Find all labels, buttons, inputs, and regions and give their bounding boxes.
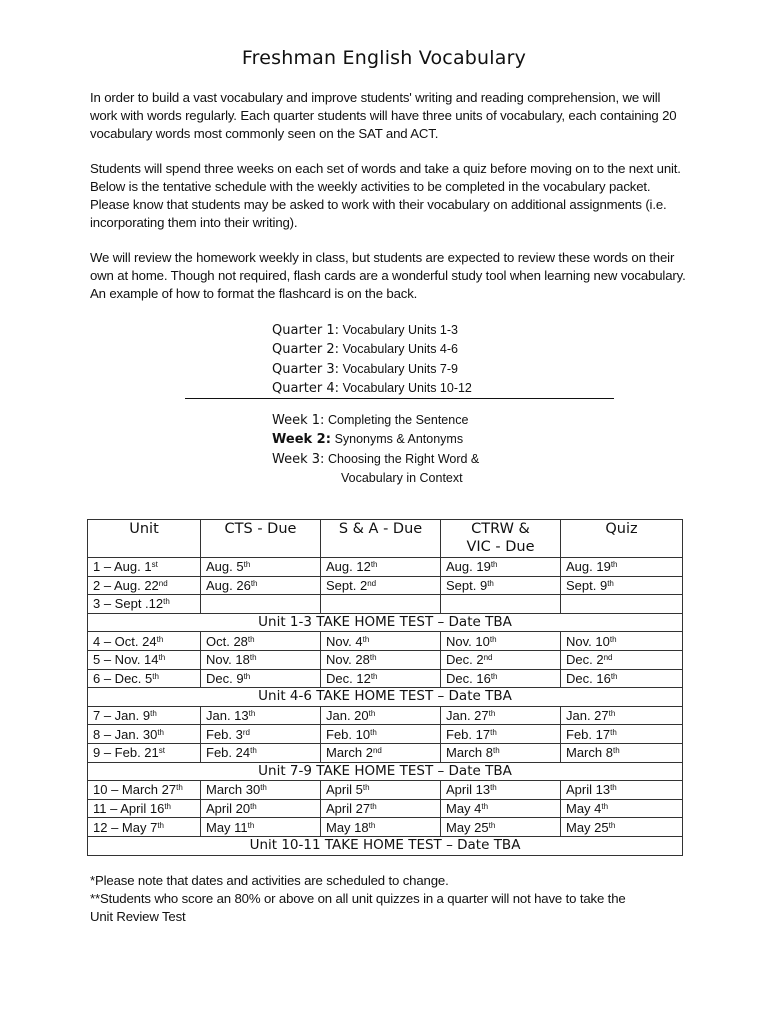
cell-text: Aug. 19 bbox=[566, 559, 611, 575]
test-cell: Unit 4-6 TAKE HOME TEST – Date TBA bbox=[88, 688, 683, 707]
cell-text: May 11 bbox=[206, 819, 248, 835]
cell-text: 4 – Oct. 24 bbox=[93, 633, 157, 649]
schedule-body bbox=[88, 558, 683, 856]
table-row bbox=[88, 799, 683, 818]
cell-text: Jan. 27 bbox=[446, 708, 489, 724]
weeks-list bbox=[272, 411, 479, 487]
table-cell bbox=[321, 632, 441, 651]
test-cell: Unit 1-3 TAKE HOME TEST – Date TBA bbox=[88, 613, 683, 632]
table-cell bbox=[201, 595, 321, 614]
table-row bbox=[88, 595, 683, 614]
test-row bbox=[88, 613, 683, 632]
header-unit: Unit bbox=[88, 520, 201, 558]
ordinal-suffix: nd bbox=[158, 578, 168, 588]
table-row bbox=[88, 743, 683, 762]
ordinal-suffix: th bbox=[488, 820, 496, 830]
cell-text: Feb. 17 bbox=[566, 726, 611, 742]
ordinal-suffix: th bbox=[488, 709, 496, 719]
ordinal-suffix: th bbox=[158, 653, 166, 663]
ordinal-suffix: th bbox=[370, 560, 378, 570]
table-cell bbox=[441, 781, 561, 800]
cell-text: 3 – Sept .12 bbox=[93, 596, 164, 612]
cell-text: Jan. 13 bbox=[206, 708, 249, 724]
footnotes bbox=[90, 872, 626, 926]
cell-text: 1 – Aug. 1 bbox=[93, 559, 152, 575]
table-cell bbox=[88, 558, 201, 577]
table-cell bbox=[561, 725, 683, 744]
ordinal-suffix: th bbox=[490, 727, 497, 737]
ordinal-suffix: nd bbox=[367, 578, 377, 588]
ordinal-suffix: th bbox=[368, 709, 376, 719]
week-item: Week 3: Choosing the Right Word & bbox=[272, 451, 480, 467]
ordinal-suffix: th bbox=[487, 578, 494, 588]
cell-text: March 8 bbox=[446, 745, 493, 761]
cell-text: April 5 bbox=[326, 782, 363, 798]
cell-text: Feb. 10 bbox=[326, 726, 371, 742]
quarter-item: Quarter 1: Vocabulary Units 1-3 bbox=[272, 323, 458, 338]
table-cell bbox=[321, 725, 441, 744]
cell-text: May 4 bbox=[566, 801, 602, 817]
ordinal-suffix: th bbox=[250, 746, 257, 756]
table-cell bbox=[321, 595, 441, 614]
table-cell bbox=[561, 632, 683, 651]
table-cell bbox=[88, 669, 201, 688]
ordinal-suffix: th bbox=[248, 709, 256, 719]
table-cell bbox=[88, 650, 201, 669]
test-row bbox=[88, 762, 683, 781]
ordinal-suffix: th bbox=[489, 634, 497, 644]
table-cell bbox=[561, 650, 683, 669]
cell-text: 6 – Dec. 5 bbox=[93, 670, 153, 686]
table-cell bbox=[321, 650, 441, 669]
cell-text: 7 – Jan. 9 bbox=[93, 708, 151, 724]
ordinal-suffix: th bbox=[608, 709, 616, 719]
ordinal-suffix: th bbox=[612, 746, 620, 756]
ordinal-suffix: th bbox=[247, 820, 255, 830]
table-row bbox=[88, 706, 683, 725]
test-row bbox=[88, 836, 683, 855]
table-cell bbox=[201, 743, 321, 762]
table-cell bbox=[441, 595, 561, 614]
cell-text: Dec. 16 bbox=[446, 670, 491, 686]
footnote: *Please note that dates and activities are scheduled to change. bbox=[90, 873, 449, 888]
ordinal-suffix: th bbox=[490, 783, 497, 793]
ordinal-suffix: th bbox=[156, 634, 164, 644]
cell-text: April 27 bbox=[326, 801, 371, 817]
table-cell bbox=[88, 743, 201, 762]
quarter-item: Quarter 2: Vocabulary Units 4-6 bbox=[272, 342, 458, 358]
cell-text: Dec. 9 bbox=[206, 670, 244, 686]
ordinal-suffix: th bbox=[164, 802, 171, 812]
cell-text: Dec. 16 bbox=[566, 670, 611, 686]
footnote: **Students who score an 80% or above on all unit quizzes in a quarter will not have to take the bbox=[90, 891, 626, 906]
table-cell bbox=[201, 781, 321, 800]
schedule-table bbox=[87, 519, 683, 856]
table-cell bbox=[201, 558, 321, 577]
ordinal-suffix: th bbox=[176, 783, 183, 793]
ordinal-suffix: th bbox=[370, 802, 377, 812]
ordinal-suffix: th bbox=[362, 783, 370, 793]
table-cell bbox=[88, 595, 201, 614]
table-cell bbox=[441, 725, 561, 744]
table-row bbox=[88, 725, 683, 744]
header-sa: S & A - Due bbox=[321, 520, 441, 558]
ordinal-suffix: th bbox=[369, 653, 377, 663]
cell-text: Jan. 20 bbox=[326, 708, 369, 724]
table-cell bbox=[321, 576, 441, 595]
cell-text: March 2 bbox=[326, 745, 373, 761]
table-cell bbox=[441, 669, 561, 688]
cell-text: March 30 bbox=[206, 782, 261, 798]
table-cell bbox=[321, 799, 441, 818]
ordinal-suffix: th bbox=[610, 560, 618, 570]
cell-text: April 20 bbox=[206, 801, 251, 817]
cell-text: Dec. 12 bbox=[326, 670, 371, 686]
ordinal-suffix: th bbox=[610, 671, 618, 681]
week-item: Week 2: Synonyms & Antonyms bbox=[272, 432, 464, 448]
table-cell bbox=[201, 799, 321, 818]
cell-text: 11 – April 16 bbox=[93, 801, 165, 817]
cell-text: Aug. 12 bbox=[326, 559, 371, 575]
cell-text: May 25 bbox=[566, 819, 609, 835]
ordinal-suffix: th bbox=[247, 634, 255, 644]
week-item-continuation: Vocabulary in Context bbox=[341, 470, 463, 485]
table-cell bbox=[321, 818, 441, 837]
table-cell bbox=[561, 558, 683, 577]
table-cell bbox=[561, 743, 683, 762]
cell-text: Feb. 17 bbox=[446, 726, 491, 742]
table-cell bbox=[88, 818, 201, 837]
page-title: Freshman English Vocabulary bbox=[241, 47, 527, 69]
ordinal-suffix: th bbox=[481, 802, 489, 812]
table-cell bbox=[441, 632, 561, 651]
table-row bbox=[88, 632, 683, 651]
cell-text: Sept. 9 bbox=[446, 577, 488, 593]
table-cell bbox=[88, 725, 201, 744]
ordinal-suffix: th bbox=[243, 671, 251, 681]
cell-text: May 25 bbox=[446, 819, 489, 835]
ordinal-suffix: rd bbox=[242, 727, 250, 737]
table-cell bbox=[561, 818, 683, 837]
cell-text: Nov. 18 bbox=[206, 652, 250, 668]
table-cell bbox=[201, 725, 321, 744]
cell-text: April 13 bbox=[566, 782, 611, 798]
table-cell bbox=[561, 576, 683, 595]
table-row bbox=[88, 558, 683, 577]
cell-text: 12 – May 7 bbox=[93, 819, 158, 835]
cell-text: Aug. 19 bbox=[446, 559, 491, 575]
footnote: Unit Review Test bbox=[90, 909, 186, 924]
table-cell bbox=[321, 781, 441, 800]
cell-text: Sept. 2 bbox=[326, 577, 368, 593]
ordinal-suffix: nd bbox=[603, 653, 613, 663]
table-cell bbox=[441, 650, 561, 669]
ordinal-suffix: th bbox=[601, 802, 609, 812]
schedule-paragraph: Students will spend three weeks on each set of words and take a quiz before moving on to the next unit. Below is the tentative schedule with the weekly activities to be completed in the vocabulary packet. Please know that students may be asked to work with their vocabulary on additional assignments (i.e. incorporating them into their writing). bbox=[90, 161, 681, 230]
table-row bbox=[88, 576, 683, 595]
cell-text: Dec. 2 bbox=[446, 652, 484, 668]
ordinal-suffix: th bbox=[608, 820, 616, 830]
ordinal-suffix: th bbox=[490, 671, 498, 681]
ordinal-suffix: th bbox=[163, 597, 170, 607]
table-cell bbox=[201, 706, 321, 725]
ordinal-suffix: th bbox=[607, 578, 614, 588]
table-cell bbox=[88, 576, 201, 595]
table-row bbox=[88, 650, 683, 669]
table-cell bbox=[441, 743, 561, 762]
table-header-row bbox=[88, 520, 683, 558]
table-cell bbox=[561, 595, 683, 614]
table-cell bbox=[321, 558, 441, 577]
ordinal-suffix: th bbox=[370, 671, 378, 681]
cell-text: 2 – Aug. 22 bbox=[93, 577, 159, 593]
quarter-item: Quarter 3: Vocabulary Units 7-9 bbox=[272, 361, 458, 377]
table-cell bbox=[561, 781, 683, 800]
ordinal-suffix: th bbox=[157, 727, 164, 737]
header-ctrw-vic: CTRW & VIC - Due bbox=[441, 520, 561, 558]
table-cell bbox=[441, 799, 561, 818]
cell-text: Oct. 28 bbox=[206, 633, 248, 649]
cell-text: Nov. 10 bbox=[566, 633, 610, 649]
cell-text: Dec. 2 bbox=[566, 652, 604, 668]
table-cell bbox=[321, 743, 441, 762]
table-cell bbox=[561, 706, 683, 725]
test-cell: Unit 10-11 TAKE HOME TEST – Date TBA bbox=[88, 836, 683, 855]
ordinal-suffix: th bbox=[260, 783, 267, 793]
cell-text: Jan. 27 bbox=[566, 708, 609, 724]
ordinal-suffix: th bbox=[362, 634, 370, 644]
test-row bbox=[88, 688, 683, 707]
cell-text: March 8 bbox=[566, 745, 613, 761]
cell-text: Feb. 3 bbox=[206, 726, 243, 742]
cell-text: Aug. 26 bbox=[206, 577, 251, 593]
table-cell bbox=[201, 818, 321, 837]
table-cell bbox=[201, 650, 321, 669]
cell-text: 9 – Feb. 21 bbox=[93, 745, 159, 761]
cell-text: May 4 bbox=[446, 801, 482, 817]
table-cell bbox=[321, 669, 441, 688]
quarters-list bbox=[272, 321, 472, 398]
cell-text: Aug. 5 bbox=[206, 559, 244, 575]
cell-text: 10 – March 27 bbox=[93, 782, 177, 798]
table-row bbox=[88, 781, 683, 800]
ordinal-suffix: th bbox=[250, 578, 258, 588]
table-cell bbox=[561, 669, 683, 688]
ordinal-suffix: th bbox=[370, 727, 377, 737]
table-cell bbox=[88, 799, 201, 818]
cell-text: May 18 bbox=[326, 819, 369, 835]
header-cts: CTS - Due bbox=[201, 520, 321, 558]
cell-text: Feb. 24 bbox=[206, 745, 251, 761]
table-cell bbox=[201, 632, 321, 651]
ordinal-suffix: th bbox=[610, 727, 617, 737]
cell-text: 8 – Jan. 30 bbox=[93, 726, 158, 742]
ordinal-suffix: th bbox=[610, 783, 617, 793]
ordinal-suffix: th bbox=[157, 820, 164, 830]
cell-text: Nov. 28 bbox=[326, 652, 370, 668]
ordinal-suffix: st bbox=[158, 746, 166, 756]
ordinal-suffix: th bbox=[152, 671, 159, 681]
ordinal-suffix: th bbox=[492, 746, 500, 756]
quarter-item: Quarter 4: Vocabulary Units 10-12 bbox=[272, 380, 472, 396]
table-cell bbox=[441, 706, 561, 725]
table-row bbox=[88, 818, 683, 837]
week-item: Week 1: Completing the Sentence bbox=[272, 413, 469, 428]
ordinal-suffix: th bbox=[249, 653, 257, 663]
cell-text: April 13 bbox=[446, 782, 491, 798]
ordinal-suffix: th bbox=[490, 560, 498, 570]
ordinal-suffix: nd bbox=[483, 653, 493, 663]
table-cell bbox=[201, 576, 321, 595]
header-quiz: Quiz bbox=[561, 520, 683, 558]
table-cell bbox=[201, 669, 321, 688]
ordinal-suffix: th bbox=[609, 634, 617, 644]
table-cell bbox=[88, 632, 201, 651]
cell-text: Nov. 4 bbox=[326, 633, 363, 649]
ordinal-suffix: nd bbox=[372, 746, 382, 756]
ordinal-suffix: th bbox=[368, 820, 376, 830]
ordinal-suffix: st bbox=[151, 560, 158, 570]
table-cell bbox=[88, 781, 201, 800]
intro-paragraph: In order to build a vast vocabulary and improve students' writing and reading comprehension, we will work with words regularly. Each quarter students will have three units of vocabulary, each containing 20 vocabulary words most commonly seen on the SAT and ACT. bbox=[90, 90, 677, 141]
table-cell bbox=[561, 799, 683, 818]
table-cell bbox=[441, 576, 561, 595]
cell-text: Nov. 10 bbox=[446, 633, 490, 649]
table-cell bbox=[88, 706, 201, 725]
ordinal-suffix: th bbox=[150, 709, 157, 719]
table-cell bbox=[441, 558, 561, 577]
cell-text: Sept. 9 bbox=[566, 577, 608, 593]
ordinal-suffix: th bbox=[250, 802, 257, 812]
divider-line bbox=[185, 398, 614, 399]
ordinal-suffix: th bbox=[243, 560, 251, 570]
table-cell bbox=[441, 818, 561, 837]
table-row bbox=[88, 669, 683, 688]
table-cell bbox=[321, 706, 441, 725]
homework-paragraph: We will review the homework weekly in class, but students are expected to review these words on their own at home. Though not required, flash cards are a wonderful study tool when learning new vocabulary. An example of how to format the flashcard is on the back. bbox=[90, 250, 686, 301]
cell-text: 5 – Nov. 14 bbox=[93, 652, 159, 668]
test-cell: Unit 7-9 TAKE HOME TEST – Date TBA bbox=[88, 762, 683, 781]
